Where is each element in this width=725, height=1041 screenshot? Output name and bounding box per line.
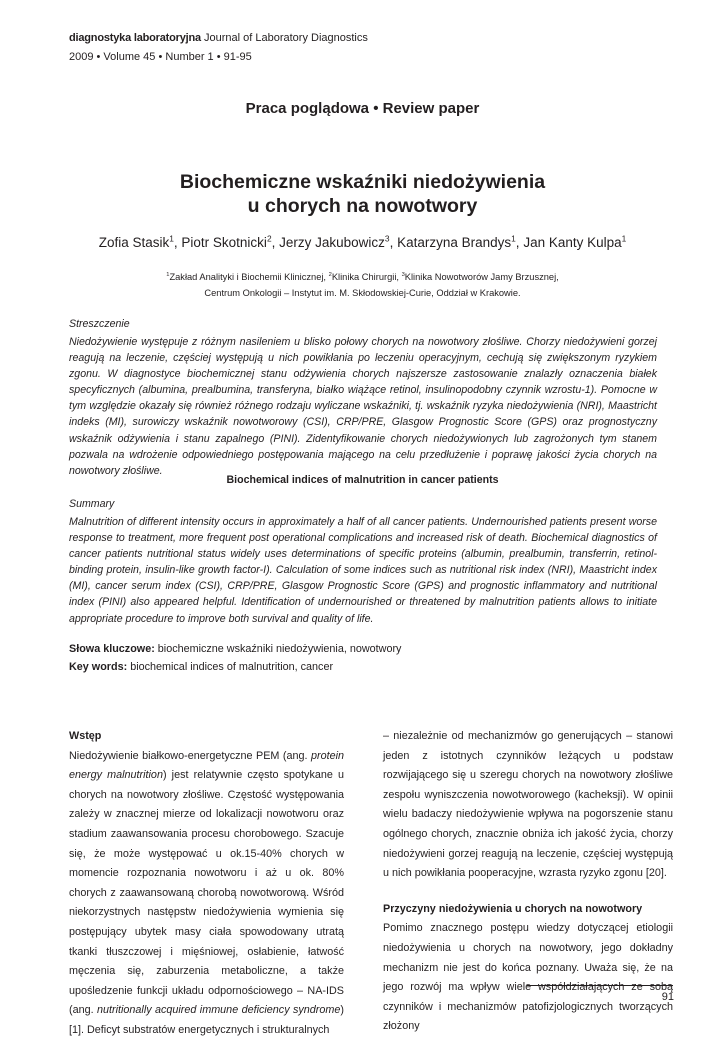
section-heading: Przyczyny niedożywienia u chorych na nowotwory [383,902,643,915]
author: Jerzy Jakubowicz [279,235,385,250]
paragraph [69,747,344,1041]
issue-info: 2009 • Volume 45 • Number 1 • 91-95 [69,51,252,63]
affiliation: Zakład Analityki i Biochemii Klinicznej, [169,272,329,282]
keywords-pl-label: Słowa kluczowe: [69,643,155,655]
text-run: ) jest relatywnie często spotykane u chorych na nowotwory złośliwe. Częstość występowania zależy w znacznej mierze od lokalizacji nowotworu oraz stadium zaawansowania procesu chorobowego. Szacuje się, że może występować u ok.15-40% chorych w momencie rozpoznania nowotworu i aż u ok. 80% chorych z zaawansowaną chorobą nowotworową. Wśród niekorzystnych następstw niedożywienia wymienia się postępujący ubytek masy ciała spowodowany utratą tkanki tłuszczowej i mięśniowej, osłabienie, łatwość męczenia się, zaburzenia metaboliczne, a także upośledzenie funkcji układu odpornościowego – NA-IDS (ang. [69,769,344,1017]
text-run-italic: nutritionally acquired immune deficiency syndrome [97,1004,341,1017]
text-run: Niedożywienie białkowo-energetyczne PEM (ang. [69,749,311,762]
affiliation-mark: 2 [328,271,332,278]
title-line-2: u chorych na nowotwory [247,195,478,217]
keywords-en [69,661,333,673]
abstract-pl-label: Streszczenie [69,318,130,330]
section-heading: Wstęp [69,730,102,742]
page-title [0,170,725,218]
author-affiliation-mark: 2 [266,233,272,244]
keywords-en-text: biochemical indices of malnutrition, cancer [127,661,334,673]
footer-rule [527,985,673,986]
author: Piotr Skotnicki [181,235,267,250]
title-line-1: Biochemiczne wskaźniki niedożywienia [179,171,546,193]
body-column-left [69,727,344,1041]
affiliation-line-2: Centrum Onkologii – Instytut im. M. Skłodowskiej-Curie, Oddział w Krakowie. [204,288,521,298]
author-affiliation-mark: 3 [384,233,390,244]
author: Katarzyna Brandys [397,235,512,250]
paragraph: – niezależnie od mechanizmów go generujących – stanowi jeden z istotnych czynników leżących u podstaw rozwijającego się u szeregu chorych na nowotwory złośliwe zespołu wyniszczenia nowotworowego (kacheksji). W opinii wielu badaczy niedożywienie wpływa na pogorszenie stanu ogólnego chorych, znacznie obniża ich jakość życia, chorzy niedożywieni gorzej reagują na leczenie, częściej występują u nich powikłania pooperacyjne, wzrasta ryzyko zgonu [20]. [383,730,673,880]
english-title: Biochemical indices of malnutrition in cancer patients [226,474,499,486]
affiliation-mark: 1 [166,271,170,278]
paragraph: Pomimo znacznego postępu wiedzy dotyczącej etiologii niedożywienia u chorych na nowotwory, jego dokładny mechanizm nie jest do końca poznany. Uważa się, że na jego rozwój ma wpływ wiele współdziałających ze sobą czynników i mechanizmów patofizjologicznych tworzących złożony [383,922,673,1033]
affiliation-line-1 [0,269,725,285]
text-run: ) [1]. Deficyt substratów energetycznych i strukturalnych [69,1004,344,1036]
abstract-en-text: Malnutrition of different intensity occurs in approximately a half of all cancer patients. Undernourished patients present worse response to treatment, more frequent post operational complications and increased risk of death. Biochemical diagnostics of cancer patients nutritional status widely uses determinations of specific proteins (albumin, prealbumin, transferrin, retinol-binding protein, insulin-like growth factor-I). Calculation of some indices such as nutritional risk index (NRI), Maastricht index (MI), cancer serum index (CSI), CRP/PRE, Glasgow Prognostic Score (GPS) and prognostic inflammatory and nutritional index (PINI) also appeared helpful. Identification of undernourished or threatened by malnutrition patients allows to initiate appropriate procedure to improve both survival and quality of life. [69,516,657,625]
author: Jan Kanty Kulpa [523,235,622,250]
affiliation: Klinika Nowotworów Jamy Brzusznej, [404,272,559,282]
affiliation: Klinika Chirurgii, [331,272,402,282]
journal-name-en: Journal of Laboratory Diagnostics [204,32,368,44]
author-list: Zofia Stasik$^1$, Piotr Skotnicki$^2$, Jerzy Jakubowicz$^3$, Katarzyna Brandys$^1$, Jan Kanty Kulpa$^1$ [98,233,627,250]
abstract-pl-text: Niedożywienie występuje z różnym nasileniem u blisko połowy chorych na nowotwory złośliwe. Chorzy niedożywieni gorzej reagują na leczenie, częściej występują u nich powikłania po leczeniu operacyjnym, cechują się zwiększonym ryzykiem zgonu. W diagnostyce biochemicznej stanu odżywienia chorych najszersze zastosowanie znalazły oznaczenia białek specyficznych (albumina, prealbumina, transferyna, białko wiążące retinol, insulinopodobny czynnik wzrostu-1). Pomocne w tym względzie okazały się również różnego rodzaju wyliczane wskaźniki, tj. wskaźnik ryzyka niedożywienia (NRI), Maastricht indeks (MI), surowiczy wskaźnik nowotworowy (CSI), CRP/PRE, Glasgow Prognostic Score (GPS) oraz prognostyczny wskaźnik odżywienia i stanu zapalnego (PINI). Zidentyfikowanie chorych niedożywionych lub zagrożonych tym stanem pozwala na wdrożenie odpowiedniego postępowania mającego na celu przedłużenie i poprawę jakości życia chorych na nowotwory złośliwe. [69,336,657,477]
journal-name-pl: diagnostyka laboratoryjna [69,32,201,44]
abstract-en-label: Summary [69,498,115,510]
keywords-en-label: Key words: [69,661,128,673]
author-affiliation-mark: 1 [621,233,627,244]
keywords-pl-text: biochemiczne wskaźniki niedożywienia, nowotwory [154,643,402,655]
page-number: 91 [661,991,674,1003]
text-run-italic: protein energy malnutrition [69,749,344,782]
paper-type: Praca poglądowa • Review paper [245,100,480,117]
author-affiliation-mark: 1 [169,233,174,244]
author-affiliation-mark: 1 [511,233,516,244]
affiliations [0,269,725,301]
affiliation-mark: 3 [401,271,405,278]
body-column-right [383,727,673,1037]
journal-name [69,31,368,46]
author: Zofia Stasik [98,235,170,250]
keywords-pl [69,643,401,655]
